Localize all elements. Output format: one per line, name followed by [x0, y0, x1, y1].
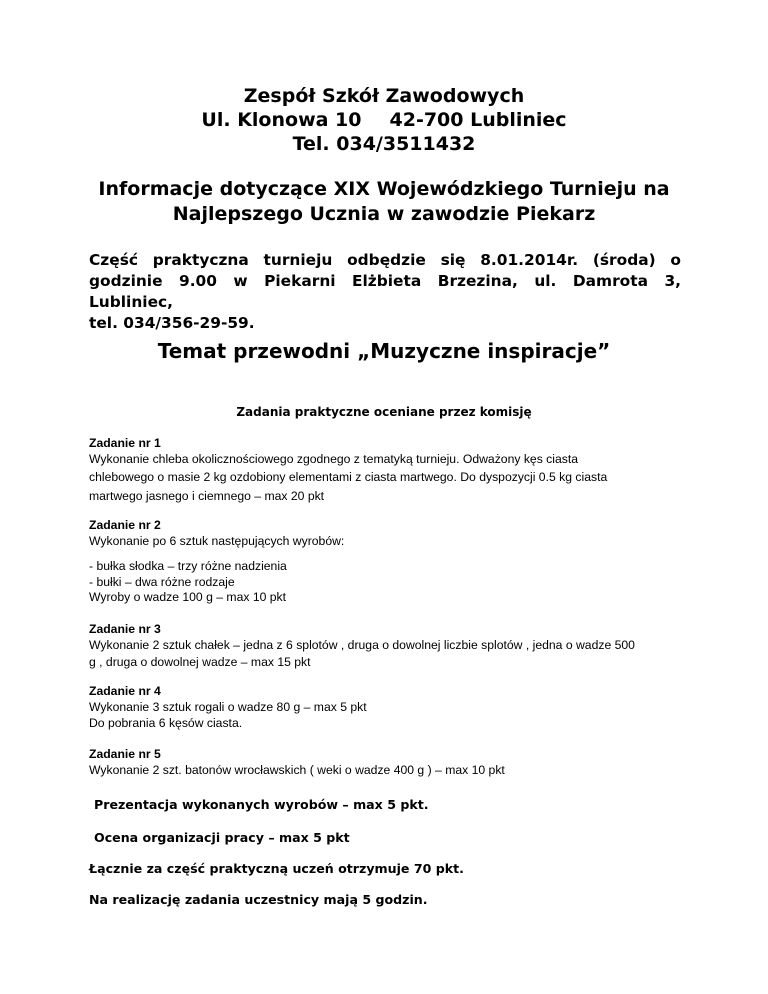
presentation-score: Prezentacja wykonanych wyrobów – max 5 pkt. — [94, 797, 429, 812]
task-line: Do pobrania 6 kęsów ciasta. — [89, 715, 243, 730]
task-line: Wyroby o wadze 100 g – max 10 pkt — [89, 590, 287, 604]
task-4 — [89, 682, 679, 731]
organization-score: Ocena organizacji pracy – max 5 pkt — [94, 830, 350, 845]
task-title: Zadanie nr 2 — [89, 517, 161, 532]
task-5 — [89, 745, 679, 779]
school-address — [0, 108, 768, 132]
task-line: martwego jasnego i ciemnego – max 20 pkt — [89, 488, 325, 503]
task-title: Zadanie nr 1 — [89, 436, 161, 450]
school-postal-city: 42-700 Lubliniec — [389, 109, 567, 131]
tasks-subheading: Zadania praktyczne oceniane przez komisję — [236, 405, 532, 419]
event-info — [89, 250, 681, 334]
school-street: Ul. Klonowa 10 — [201, 109, 362, 131]
task-line: Wykonanie chleba okolicznościowego zgodnego z tematyką turnieju. Odważony kęs ciasta — [89, 452, 579, 466]
school-phone: Tel. 034/3511432 — [292, 133, 476, 155]
info-line-2: godzinie 9.00 w Piekarni Elżbieta Brzezina, ul. Damrota 3, Lubliniec, — [89, 272, 681, 311]
task-title: Zadanie nr 4 — [89, 684, 161, 698]
task-1 — [89, 434, 679, 506]
total-score: Łącznie za część praktyczną uczeń otrzymuje 70 pkt. — [89, 861, 464, 876]
task-line: Wykonanie 2 szt. batonów wrocławskich ( weki o wadze 400 g ) – max 10 pkt — [89, 763, 505, 777]
task-line: Wykonanie po 6 sztuk następujących wyrobów: — [89, 533, 345, 548]
task-title: Zadanie nr 5 — [89, 747, 161, 761]
task-3 — [89, 620, 679, 673]
task-line: Wykonanie 3 sztuk rogali o wadze 80 g – max 5 pkt — [89, 700, 367, 714]
info-line-3: tel. 034/356-29-59. — [89, 314, 255, 332]
school-name: Zespół Szkół Zawodowych — [243, 85, 525, 107]
document-title — [0, 177, 768, 227]
task-2 — [89, 516, 679, 606]
time-limit: Na realizację zadania uczestnicy mają 5 godzin. — [89, 892, 428, 907]
task-line: - bułka słodka – trzy różne nadzienia — [89, 559, 287, 573]
task-line: chlebowego o masie 2 kg ozdobiony elementami z ciasta martwego. Do dyspozycji 0.5 kg ciasta — [89, 469, 608, 484]
info-line-1: Część praktyczna turnieju odbędzie się 8.01.2014r. (środa) o — [89, 251, 681, 269]
school-header — [0, 84, 768, 156]
task-line: g , druga o dowolnej wadze – max 15 pkt — [89, 655, 311, 669]
title-line-2: Najlepszego Ucznia w zawodzie Piekarz — [172, 203, 596, 225]
title-line-1: Informacje dotyczące XIX Wojewódzkiego Turnieju na — [98, 178, 670, 200]
task-line: Wykonanie 2 sztuk chałek – jedna z 6 splotów , druga o dowolnej liczbie splotów , jedna o wadze 500 — [89, 637, 635, 652]
task-title: Zadanie nr 3 — [89, 621, 161, 636]
task-list — [89, 434, 679, 789]
task-line: - bułki – dwa różne rodzaje — [89, 574, 235, 589]
theme-heading: Temat przewodni „Muzyczne inspiracje” — [157, 339, 611, 363]
